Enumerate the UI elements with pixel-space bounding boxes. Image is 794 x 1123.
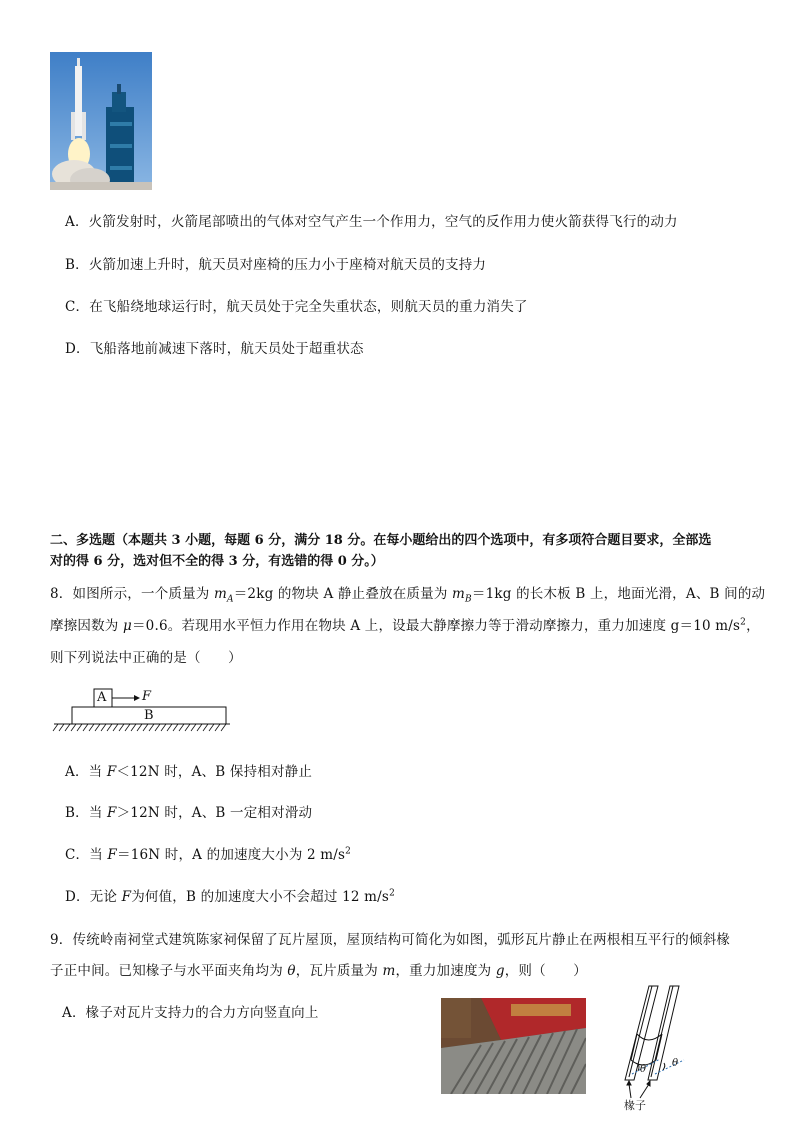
q8-block-diagram [50,685,240,735]
rafter-angle-label-left: θ [640,1064,647,1075]
q8-fig-label-f: F [142,689,152,704]
q8-option-a: A．当 F＜12N 时，A、B 保持相对静止 [65,764,313,780]
q9-stem-line2: 子正中间。已知椽子与水平面夹角均为 θ，瓦片质量为 m，重力加速度为 g，则（ ） [50,963,587,979]
rafter-label: 椽子 [624,1099,646,1112]
rafter-tile-diagram [612,984,702,1114]
q7-option-b: B．火箭加速上升时，航天员对座椅的压力小于座椅对航天员的支持力 [65,257,487,273]
rocket-launch-photo [50,52,152,190]
q9-option-a: A．椽子对瓦片支持力的合力方向竖直向上 [62,1005,319,1021]
section-2-heading-line1: 二、多选题（本题共 3 小题，每题 6 分，满分 18 分。在每小题给出的四个选项中，有多项符合题目要求，全部选 [50,533,712,548]
q8-option-d: D．无论 F为何值，B 的加速度大小不会超过 12 $m/s^2$ [65,888,395,905]
q7-option-a: A．火箭发射时，火箭尾部喷出的气体对空气产生一个作用力，空气的反作用力使火箭获得飞行的动力 [65,214,678,230]
q8-stem-line1: 8．如图所示，一个质量为 $m_A=2kg$ 的物块 A 静止叠放在质量为 $m_B=1kg$ 的长木板 B 上，地面光滑，A、B 间的动 [50,586,766,605]
q8-stem-line3: 则下列说法中正确的是（ ） [50,650,242,666]
q8-fig-label-b: B [144,708,154,723]
q9-stem-line1: 9．传统岭南祠堂式建筑陈家祠保留了瓦片屋顶，屋顶结构可简化为如图，弧形瓦片静止在两根相互平行的倾斜椽 [50,932,731,948]
q8-stem-line2: 摩擦因数为 μ＝0.6。若现用水平恒力作用在物块 A 上，设最大静摩擦力等于滑动摩擦力，重力加速度 g＝10 $m/s^2$， [50,617,760,634]
ancestral-hall-roof-photo [441,998,586,1094]
q8-option-c: C．当 F＝16N 时，A 的加速度大小为 2 $m/s^2$ [65,846,352,863]
rafter-angle-label-right: θ [672,1058,679,1069]
q7-option-d: D．飞船落地前减速下落时，航天员处于超重状态 [65,341,364,357]
section-2-heading-line2: 对的得 6 分，选对但不全的得 3 分，有选错的得 0 分。） [50,554,384,569]
q8-option-b: B．当 F＞12N 时，A、B 一定相对滑动 [65,805,313,821]
q8-fig-label-a: A [97,690,107,705]
q7-option-c: C．在飞船绕地球运行时，航天员处于完全失重状态，则航天员的重力消失了 [65,299,528,315]
